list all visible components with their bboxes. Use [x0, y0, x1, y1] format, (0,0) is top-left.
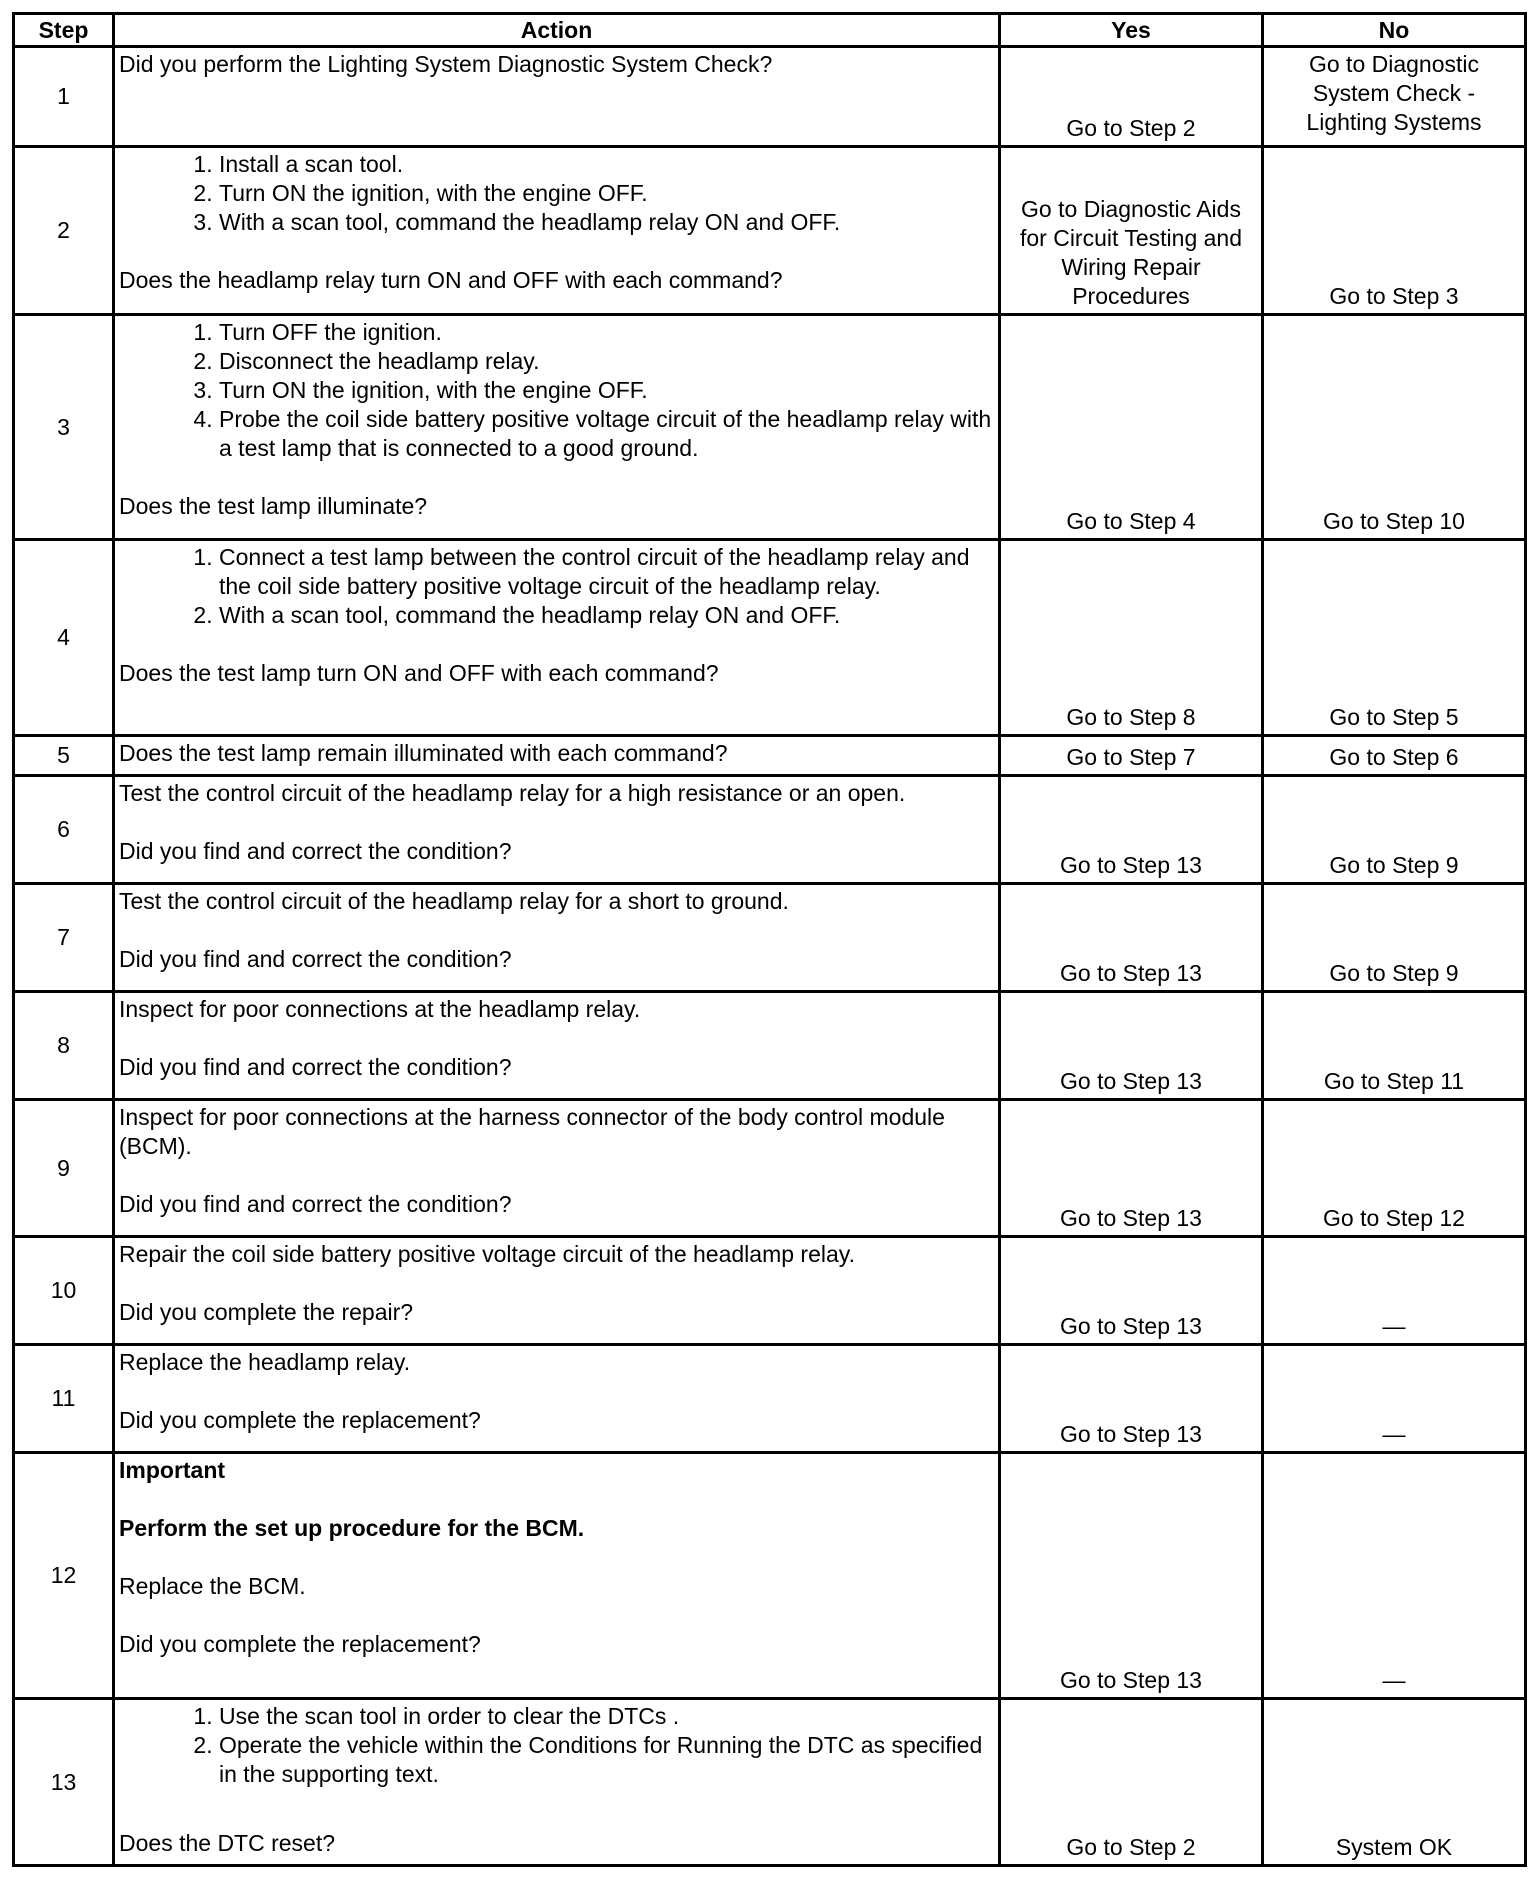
- list-item: 1. Turn OFF the ignition.: [219, 318, 994, 347]
- yes-cell: Go to Step 4: [1000, 315, 1263, 540]
- table-row: [14, 776, 1526, 884]
- table-row: [14, 147, 1526, 315]
- step-number: 6: [14, 776, 114, 884]
- question-text: Does the headlamp relay turn ON and OFF with each command?: [119, 267, 783, 293]
- yes-cell: Go to Step 13: [1000, 776, 1263, 884]
- step-number: 10: [14, 1237, 114, 1345]
- yes-cell: Go to Step 13: [1000, 1237, 1263, 1345]
- action-cell: [114, 315, 1000, 540]
- step-number: 11: [14, 1345, 114, 1453]
- no-cell: —: [1263, 1453, 1526, 1699]
- action-text: Repair the coil side battery positive voltage circuit of the headlamp relay.: [119, 1241, 855, 1267]
- step-number: 12: [14, 1453, 114, 1699]
- header-yes: Yes: [1000, 14, 1263, 47]
- yes-cell: Go to Step 7: [1000, 736, 1263, 776]
- list-item: 2. Turn ON the ignition, with the engine OFF.: [219, 179, 994, 208]
- step-number: 9: [14, 1100, 114, 1237]
- step-number: 2: [14, 147, 114, 315]
- table-row: [14, 47, 1526, 147]
- table-row: [14, 1345, 1526, 1453]
- no-cell: Go to Step 3: [1263, 147, 1526, 315]
- important-text: Perform the set up procedure for the BCM.: [119, 1515, 585, 1541]
- header-step: Step: [14, 14, 114, 47]
- no-line: System Check -: [1312, 80, 1476, 106]
- action-text: Replace the headlamp relay.: [119, 1349, 411, 1375]
- yes-cell: Go to Step 13: [1000, 1100, 1263, 1237]
- question-text: Did you complete the repair?: [119, 1299, 414, 1325]
- action-cell: [114, 884, 1000, 992]
- question-text: Does the test lamp illuminate?: [119, 493, 428, 519]
- no-cell: Go to Step 11: [1263, 992, 1526, 1100]
- action-cell: [114, 992, 1000, 1100]
- no-line: Lighting Systems: [1306, 109, 1482, 135]
- list-item: 1. Use the scan tool in order to clear the DTCs .: [219, 1702, 994, 1731]
- yes-cell: Go to Step 13: [1000, 1453, 1263, 1699]
- step-number: 4: [14, 540, 114, 736]
- header-no: No: [1263, 14, 1526, 47]
- action-text: Replace the BCM.: [119, 1573, 306, 1599]
- yes-cell: Go to Step 8: [1000, 540, 1263, 736]
- action-cell: [114, 47, 1000, 147]
- no-cell: —: [1263, 1345, 1526, 1453]
- no-cell: Go to Step 9: [1263, 884, 1526, 992]
- question-text: Does the DTC reset?: [119, 1830, 336, 1856]
- instruction-list: [119, 543, 994, 630]
- action-cell: [114, 540, 1000, 736]
- diagnostic-table: [12, 12, 1527, 1867]
- question-text: Did you find and correct the condition?: [119, 1191, 512, 1217]
- action-cell: [114, 1699, 1000, 1866]
- step-number: 5: [14, 736, 114, 776]
- instruction-list: [119, 1702, 994, 1789]
- question-text: Did you complete the replacement?: [119, 1407, 481, 1433]
- table-row: [14, 540, 1526, 736]
- yes-line: for Circuit Testing and: [1019, 225, 1242, 251]
- header-action: Action: [114, 14, 1000, 47]
- no-cell: Go to Step 9: [1263, 776, 1526, 884]
- yes-cell: Go to Step 13: [1000, 1345, 1263, 1453]
- list-item: 3. With a scan tool, command the headlamp relay ON and OFF.: [219, 208, 994, 237]
- action-cell: [114, 736, 1000, 776]
- action-cell: [114, 1100, 1000, 1237]
- table-row: [14, 992, 1526, 1100]
- list-item: 3. Turn ON the ignition, with the engine OFF.: [219, 376, 994, 405]
- no-cell: Go to Step 12: [1263, 1100, 1526, 1237]
- list-item: 1. Install a scan tool.: [219, 150, 994, 179]
- step-number: 1: [14, 47, 114, 147]
- action-cell: [114, 1345, 1000, 1453]
- yes-line: Wiring Repair: [1061, 254, 1201, 280]
- action-text: Test the control circuit of the headlamp relay for a high resistance or an open.: [119, 780, 906, 806]
- no-cell: System OK: [1263, 1699, 1526, 1866]
- yes-cell: Go to Step 2: [1000, 1699, 1263, 1866]
- important-label: Important: [119, 1457, 226, 1483]
- step-number: 13: [14, 1699, 114, 1866]
- no-cell: Go to Step 10: [1263, 315, 1526, 540]
- question-text: Does the test lamp remain illuminated with each command?: [119, 740, 728, 766]
- question-text: Does the test lamp turn ON and OFF with each command?: [119, 660, 719, 686]
- table-row: [14, 736, 1526, 776]
- list-item: 4. Probe the coil side battery positive voltage circuit of the headlamp relay with a test lamp that is connected to a good ground.: [219, 405, 994, 463]
- question-text: Did you perform the Lighting System Diagnostic System Check?: [119, 51, 773, 77]
- table-row: [14, 315, 1526, 540]
- no-cell: Go to Step 5: [1263, 540, 1526, 736]
- action-text: Inspect for poor connections at the harness connector of the body control module (BCM).: [119, 1104, 945, 1159]
- action-cell: [114, 1453, 1000, 1699]
- action-cell: [114, 1237, 1000, 1345]
- list-item: 1. Connect a test lamp between the control circuit of the headlamp relay and the coil side battery positive voltage circuit of the headlamp relay.: [219, 543, 994, 601]
- no-cell: Go to Step 6: [1263, 736, 1526, 776]
- list-item: 2. Operate the vehicle within the Conditions for Running the DTC as specified in the supporting text.: [219, 1731, 994, 1789]
- table-row: [14, 1699, 1526, 1866]
- question-text: Did you find and correct the condition?: [119, 946, 512, 972]
- action-text: Test the control circuit of the headlamp relay for a short to ground.: [119, 888, 789, 914]
- question-text: Did you find and correct the condition?: [119, 1054, 512, 1080]
- table-row: [14, 1237, 1526, 1345]
- step-number: 8: [14, 992, 114, 1100]
- question-text: Did you find and correct the condition?: [119, 838, 512, 864]
- action-text: Inspect for poor connections at the headlamp relay.: [119, 996, 641, 1022]
- yes-line: Go to Diagnostic Aids: [1021, 196, 1241, 222]
- instruction-list: [119, 150, 994, 237]
- action-cell: [114, 776, 1000, 884]
- yes-cell: Go to Step 13: [1000, 992, 1263, 1100]
- step-number: 7: [14, 884, 114, 992]
- table-row: [14, 884, 1526, 992]
- step-number: 3: [14, 315, 114, 540]
- table-row: [14, 1453, 1526, 1699]
- table-row: [14, 1100, 1526, 1237]
- yes-cell: Go to Step 13: [1000, 884, 1263, 992]
- yes-cell: [1000, 147, 1263, 315]
- no-cell: [1263, 47, 1526, 147]
- action-cell: [114, 147, 1000, 315]
- yes-line: Procedures: [1072, 283, 1190, 309]
- list-item: 2. Disconnect the headlamp relay.: [219, 347, 994, 376]
- question-text: Did you complete the replacement?: [119, 1631, 481, 1657]
- no-line: Go to Diagnostic: [1308, 51, 1480, 77]
- list-item: 2. With a scan tool, command the headlamp relay ON and OFF.: [219, 601, 994, 630]
- table-header-row: [14, 14, 1526, 47]
- instruction-list: [119, 318, 994, 463]
- no-cell: —: [1263, 1237, 1526, 1345]
- yes-cell: Go to Step 2: [1000, 47, 1263, 147]
